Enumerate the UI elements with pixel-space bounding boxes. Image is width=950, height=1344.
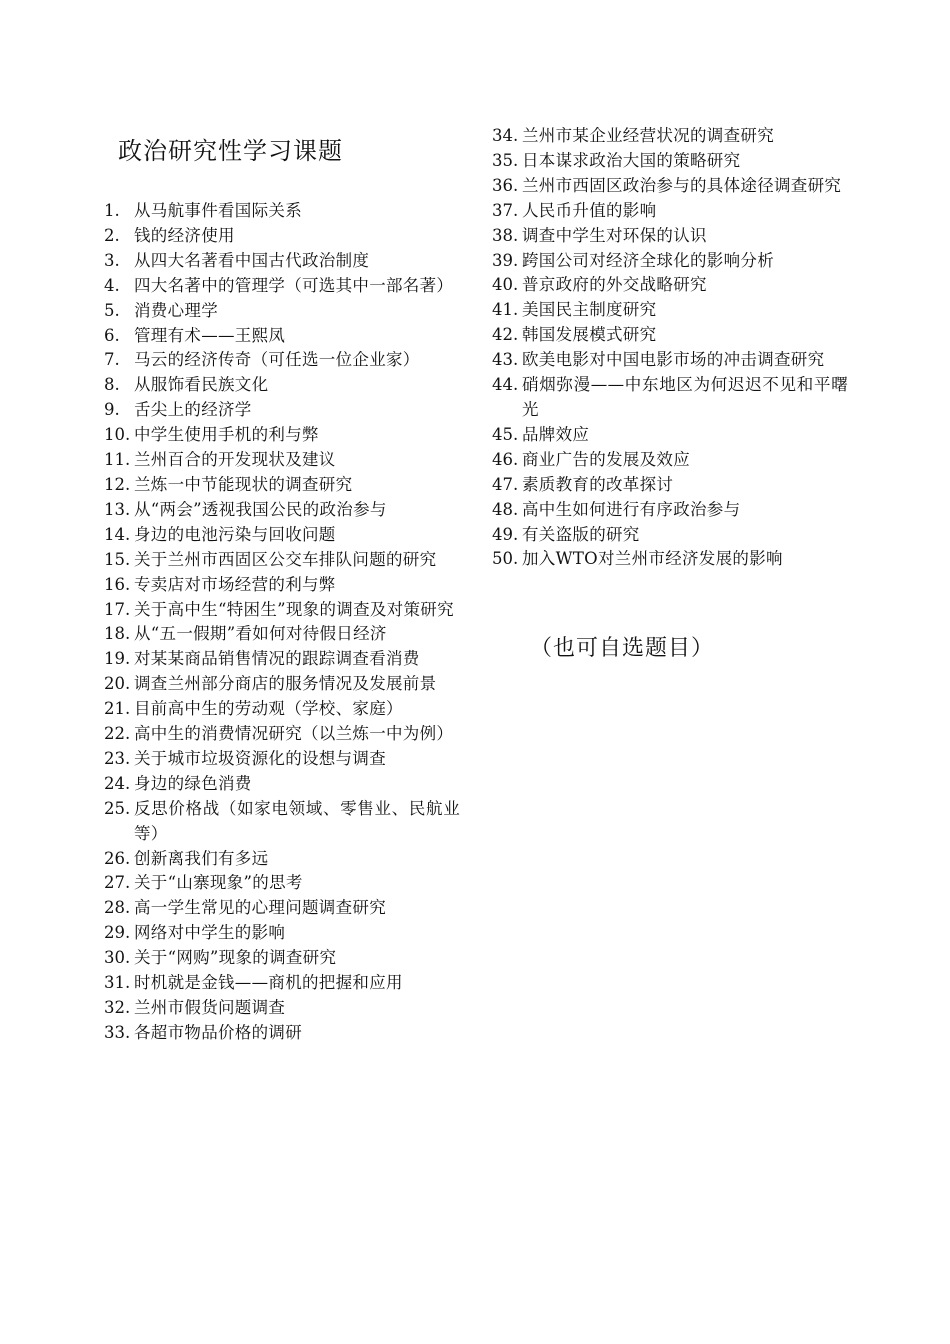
topic-text: 美国民主制度研究	[522, 300, 657, 320]
topic-text: 从马航事件看国际关系	[134, 201, 302, 220]
topic-text: 调查兰州部分商店的服务情况及发展前景	[134, 674, 437, 694]
topic-text: 人民币升值的影响	[522, 200, 657, 220]
topic-item	[492, 473, 848, 498]
topic-text: 商业广告的发展及效应	[522, 449, 690, 469]
topic-text: 素质教育的改革探讨	[522, 474, 674, 494]
topic-number: 3.	[104, 250, 120, 270]
topic-number: 36.	[492, 175, 519, 195]
topic-text: 有关盗版的研究	[522, 524, 640, 544]
topic-number: 46.	[492, 449, 519, 469]
topic-item	[104, 946, 460, 971]
topic-text: 管理有术——王熙凤	[134, 325, 286, 345]
topic-text: 对某某商品销售情况的跟踪调查看消费	[134, 649, 420, 669]
topic-text: 调查中学生对环保的认识	[522, 225, 707, 245]
topic-number: 32.	[104, 998, 131, 1017]
topic-text: 从“五一假期”看如何对待假日经济	[134, 624, 387, 644]
topic-item	[104, 548, 460, 573]
topic-text: 从四大名著看中国古代政治制度	[134, 250, 370, 270]
topic-text: 网络对中学生的影响	[134, 923, 286, 943]
topic-item	[492, 224, 848, 249]
topic-item	[492, 174, 848, 199]
topic-number: 16.	[104, 574, 131, 594]
topic-number: 4.	[104, 275, 120, 295]
topic-number: 1.	[104, 201, 120, 220]
topic-item	[104, 647, 460, 672]
topic-number: 28.	[104, 898, 131, 918]
topic-item	[492, 547, 848, 572]
topic-number: 12.	[104, 474, 131, 494]
topic-item	[492, 323, 848, 348]
topic-number: 39.	[492, 250, 519, 270]
topic-text: 兰炼一中节能现状的调查研究	[134, 474, 353, 494]
topic-item	[104, 523, 460, 548]
topic-item	[104, 398, 460, 423]
topic-item	[104, 996, 460, 1021]
topic-text: 消费心理学	[134, 300, 218, 320]
topic-number: 44.	[492, 375, 519, 395]
topic-number: 42.	[492, 325, 519, 345]
topic-number: 30.	[104, 948, 131, 968]
topic-number: 17.	[104, 599, 131, 619]
topic-text: 普京政府的外交战略研究	[522, 275, 707, 295]
topic-item	[104, 199, 460, 224]
topic-number: 14.	[104, 524, 131, 544]
topic-number: 38.	[492, 225, 519, 245]
topic-number: 50.	[492, 549, 519, 569]
topic-item	[104, 598, 460, 623]
topic-item	[492, 373, 848, 423]
topic-list-left	[104, 199, 460, 1046]
topic-number: 23.	[104, 748, 131, 768]
topic-text: 关于城市垃圾资源化的设想与调查	[134, 748, 386, 768]
topic-number: 24.	[104, 773, 131, 793]
topic-item	[104, 797, 460, 847]
topic-item	[104, 971, 460, 996]
topic-number: 33.	[104, 1022, 131, 1042]
topic-number: 41.	[492, 300, 519, 320]
topic-number: 20.	[104, 674, 131, 694]
topic-list-right	[492, 124, 848, 572]
topic-text: 关于“山寨现象”的思考	[134, 873, 303, 893]
topic-text: 钱的经济使用	[134, 225, 235, 245]
topic-number: 2.	[104, 225, 120, 245]
topic-number: 21.	[104, 699, 131, 719]
topic-text: 韩国发展模式研究	[522, 325, 657, 345]
topic-number: 47.	[492, 474, 519, 494]
topic-text: 兰州百合的开发现状及建议	[134, 450, 336, 470]
topic-number: 9.	[104, 400, 120, 420]
self-select-note: （也可自选题目）	[530, 636, 715, 661]
topic-number: 29.	[104, 923, 131, 943]
topic-number: 45.	[492, 424, 519, 444]
topic-item	[492, 423, 848, 448]
topic-text: 日本谋求政治大国的策略研究	[522, 150, 741, 170]
topic-item	[104, 373, 460, 398]
topic-number: 18.	[104, 624, 131, 644]
topic-number: 35.	[492, 150, 519, 170]
topic-text: 欧美电影对中国电影市场的冲击调查研究	[522, 350, 825, 370]
topic-number: 19.	[104, 649, 131, 669]
topic-number: 25.	[104, 798, 131, 818]
topic-item	[104, 772, 460, 797]
topic-text: 关于高中生“特困生”现象的调查及对策研究	[134, 599, 454, 619]
topic-item	[492, 249, 848, 274]
topic-number: 5.	[104, 300, 120, 320]
topic-number: 15.	[104, 549, 131, 569]
topic-number: 48.	[492, 499, 519, 519]
topic-number: 49.	[492, 524, 519, 544]
topic-number: 34.	[492, 126, 519, 145]
topic-item	[104, 622, 460, 647]
topic-text: 高中生如何进行有序政治参与	[522, 499, 741, 519]
topic-text: 身边的电池污染与回收问题	[134, 524, 336, 544]
topic-number: 7.	[104, 350, 120, 370]
topic-item	[104, 921, 460, 946]
topic-number: 13.	[104, 499, 131, 519]
topic-item	[104, 299, 460, 324]
topic-item	[104, 847, 460, 872]
topic-text: 兰州市某企业经营状况的调查研究	[522, 126, 774, 145]
topic-text: 中学生使用手机的利与弊	[134, 425, 319, 445]
topic-text: 跨国公司对经济全球化的影响分析	[522, 250, 774, 270]
topic-text: 从“两会”透视我国公民的政治参与	[134, 499, 387, 519]
topic-item	[104, 747, 460, 772]
topic-item	[104, 423, 460, 448]
topic-item	[492, 124, 848, 149]
topic-text: 各超市物品价格的调研	[134, 1022, 302, 1042]
topic-number: 6.	[104, 325, 120, 345]
topic-item	[104, 573, 460, 598]
topic-text: 关于兰州市西固区公交车排队问题的研究	[134, 549, 437, 569]
topic-item	[104, 348, 460, 373]
topic-text: 兰州市西固区政治参与的具体途径调查研究	[522, 175, 842, 195]
topic-text: 从服饰看民族文化	[134, 375, 269, 395]
topic-number: 11.	[104, 450, 131, 470]
topic-text: 四大名著中的管理学（可选其中一部名著）	[134, 275, 454, 295]
topic-item	[492, 273, 848, 298]
topic-text: 加入WTO对兰州市经济发展的影响	[522, 549, 783, 569]
topic-item	[104, 249, 460, 274]
topic-item	[104, 722, 460, 747]
topic-text: 硝烟弥漫——中东地区为何迟迟不见和平曙光	[522, 375, 848, 419]
topic-item	[492, 498, 848, 523]
topic-text: 高一学生常见的心理问题调查研究	[134, 898, 386, 918]
topic-item	[492, 448, 848, 473]
topic-text: 马云的经济传奇（可任选一位企业家）	[134, 350, 420, 370]
topic-number: 37.	[492, 200, 519, 220]
topic-text: 时机就是金钱——商机的把握和应用	[134, 973, 403, 993]
topic-item	[492, 199, 848, 224]
page-title: 政治研究性学习课题	[118, 137, 343, 165]
topic-item	[104, 1021, 460, 1046]
topic-number: 31.	[104, 973, 131, 993]
topic-number: 10.	[104, 425, 131, 445]
topic-item	[104, 324, 460, 349]
topic-item	[104, 274, 460, 299]
topic-item	[104, 448, 460, 473]
topic-item	[104, 473, 460, 498]
topic-item	[104, 224, 460, 249]
topic-text: 高中生的消费情况研究（以兰炼一中为例）	[134, 724, 454, 744]
topic-text: 舌尖上的经济学	[134, 400, 252, 420]
topic-text: 身边的绿色消费	[134, 773, 252, 793]
topic-item	[104, 896, 460, 921]
topic-number: 27.	[104, 873, 131, 893]
topic-item	[492, 298, 848, 323]
topic-text: 反思价格战（如家电领域、零售业、民航业等）	[134, 798, 460, 843]
topic-text: 创新离我们有多远	[134, 848, 269, 868]
topic-item	[492, 523, 848, 548]
topic-number: 40.	[492, 275, 519, 295]
topic-number: 26.	[104, 848, 131, 868]
topic-text: 专卖店对市场经营的利与弊	[134, 574, 336, 594]
topic-text: 关于“网购”现象的调查研究	[134, 948, 337, 968]
topic-item	[492, 149, 848, 174]
topic-item	[104, 697, 460, 722]
topic-text: 品牌效应	[522, 424, 590, 444]
topic-number: 22.	[104, 724, 131, 744]
topic-item	[104, 498, 460, 523]
topic-number: 43.	[492, 350, 519, 370]
topic-number: 8.	[104, 375, 120, 395]
topic-text: 兰州市假货问题调查	[134, 998, 286, 1017]
topic-item	[492, 348, 848, 373]
topic-item	[104, 672, 460, 697]
topic-text: 目前高中生的劳动观（学校、家庭）	[134, 699, 403, 719]
topic-item	[104, 871, 460, 896]
